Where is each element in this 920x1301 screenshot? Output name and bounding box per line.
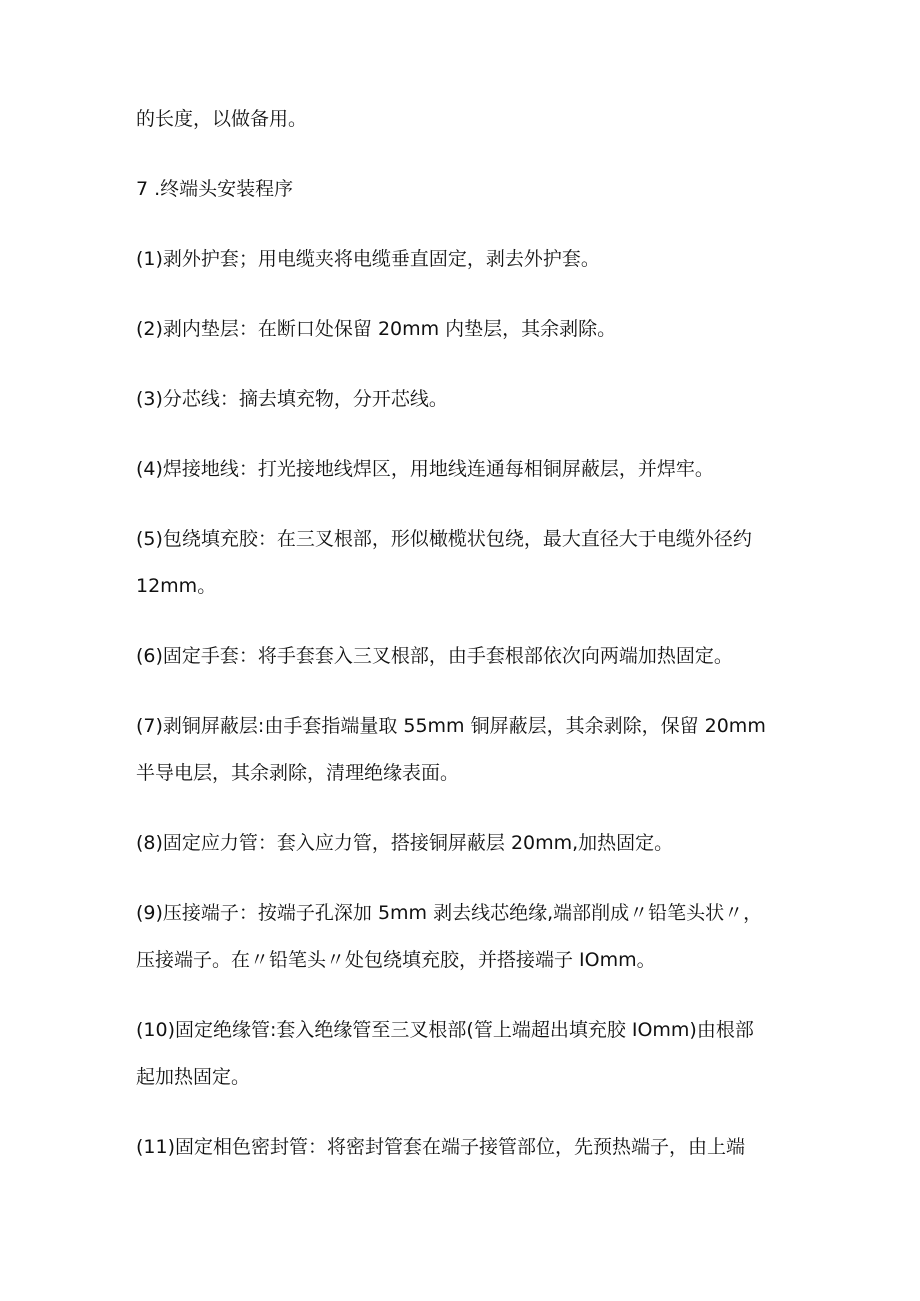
step-1: (1)剥外护套；用电缆夹将电缆垂直固定，剥去外护套。 — [136, 248, 600, 270]
step-9-line-1: (9)压接端子：按端子孔深加 5mm 剥去线芯绝缘,端部削成〃铅笔头状〃， — [136, 902, 763, 924]
step-4: (4)焊接地线：打光接地线焊区，用地线连通每相铜屏蔽层，并焊牢。 — [136, 458, 714, 480]
step-10-line-2: 起加热固定。 — [136, 1066, 251, 1088]
step-3: (3)分芯线：摘去填充物，分开芯线。 — [136, 388, 448, 410]
text-line-1: 的长度，以做备用。 — [136, 108, 308, 130]
step-2: (2)剥内垫层：在断口处保留 20mm 内垫层，其余剥除。 — [136, 318, 617, 340]
step-5-line-2: 12mm。 — [136, 575, 217, 597]
step-5-line-1: (5)包绕填充胶：在三叉根部，形似橄榄状包绕，最大直径大于电缆外径约 — [136, 528, 752, 550]
section-heading: 7 .终端头安装程序 — [136, 178, 294, 200]
step-11-line-1: (11)固定相色密封管：将密封管套在端子接管部位，先预热端子，由上端 — [136, 1136, 746, 1158]
step-8: (8)固定应力管：套入应力管，搭接铜屏蔽层 20mm,加热固定。 — [136, 832, 674, 854]
step-9-line-2: 压接端子。在〃铅笔头〃处包绕填充胶，并搭接端子 IOmm。 — [136, 949, 656, 971]
step-7-line-1: (7)剥铜屏蔽层:由手套指端量取 55mm 铜屏蔽层，其余剥除，保留 20mm — [136, 715, 766, 737]
step-10-line-1: (10)固定绝缘管:套入绝缘管至三叉根部(管上端超出填充胶 IOmm)由根部 — [136, 1019, 754, 1041]
step-6: (6)固定手套：将手套套入三叉根部，由手套根部依次向两端加热固定。 — [136, 645, 733, 667]
step-7-line-2: 半导电层，其余剥除，清理绝缘表面。 — [136, 762, 460, 784]
